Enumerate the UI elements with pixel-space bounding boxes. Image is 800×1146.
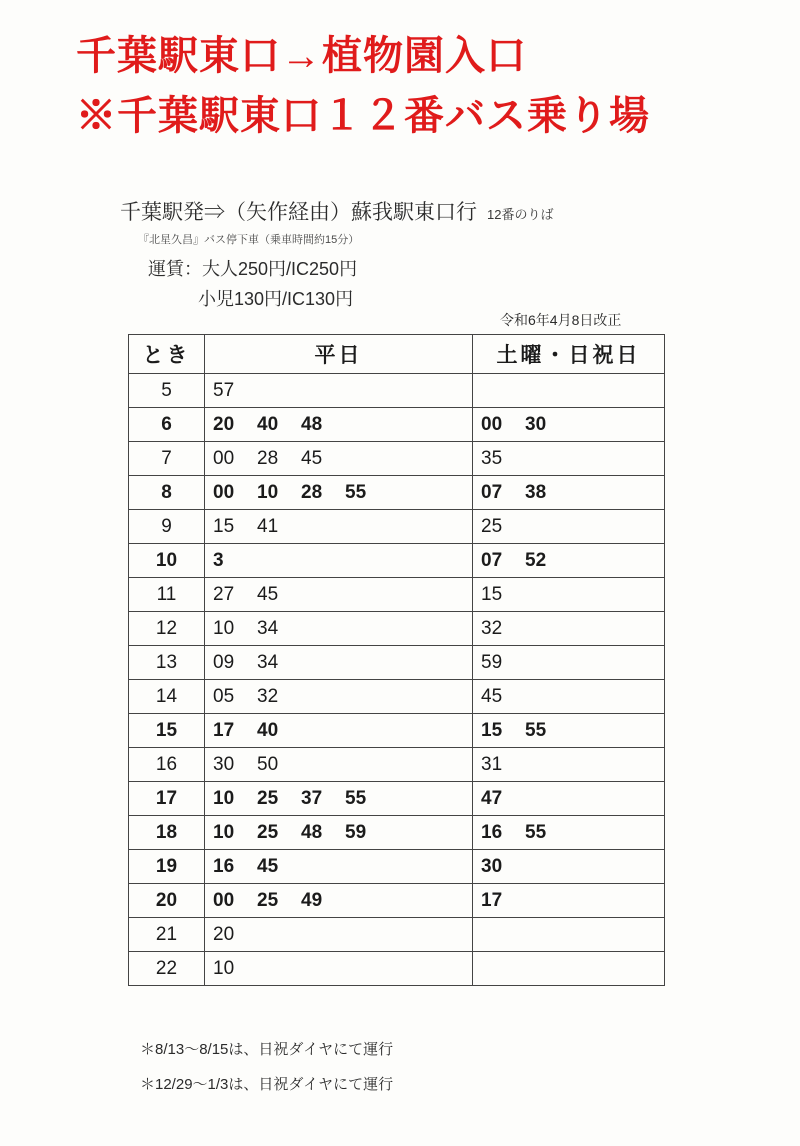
cell-holiday-times <box>473 408 665 442</box>
table-row <box>129 476 665 510</box>
cell-weekday-times <box>205 476 473 510</box>
time-value: 25 <box>481 515 503 537</box>
revision-date: 令和6年4月8日改正 <box>500 312 622 328</box>
cell-hour: 18 <box>129 816 205 850</box>
cell-weekday-times <box>205 646 473 680</box>
time-value: 10 <box>213 787 235 809</box>
time-value: 45 <box>257 855 279 877</box>
time-value: 3 <box>213 549 224 571</box>
cell-weekday-times <box>205 850 473 884</box>
time-value: 28 <box>257 447 279 469</box>
table-row <box>129 952 665 986</box>
table-header-row <box>129 335 665 374</box>
cell-hour: 15 <box>129 714 205 748</box>
table-row <box>129 816 665 850</box>
cell-holiday-times <box>473 816 665 850</box>
time-value: 32 <box>481 617 503 639</box>
time-value: 10 <box>213 821 235 843</box>
time-value: 34 <box>257 617 279 639</box>
time-value: 09 <box>213 651 235 673</box>
time-value: 45 <box>301 447 323 469</box>
cell-holiday-times <box>473 884 665 918</box>
cell-holiday-times <box>473 612 665 646</box>
table-row <box>129 918 665 952</box>
time-value: 20 <box>213 413 235 435</box>
time-value: 50 <box>257 753 279 775</box>
table-row <box>129 748 665 782</box>
time-value: 00 <box>481 413 503 435</box>
time-value: 28 <box>301 481 323 503</box>
cell-weekday-times <box>205 442 473 476</box>
cell-weekday-times <box>205 748 473 782</box>
cell-holiday-times <box>473 680 665 714</box>
table-row <box>129 510 665 544</box>
table-row <box>129 884 665 918</box>
noriba-label: 12番のりば <box>487 207 554 222</box>
table-row <box>129 544 665 578</box>
time-value: 52 <box>525 549 547 571</box>
cell-holiday-times <box>473 646 665 680</box>
cell-hour: 22 <box>129 952 205 986</box>
time-value: 16 <box>481 821 503 843</box>
time-value: 45 <box>481 685 503 707</box>
time-value: 55 <box>345 481 367 503</box>
cell-weekday-times <box>205 374 473 408</box>
cell-weekday-times <box>205 408 473 442</box>
time-value: 32 <box>257 685 279 707</box>
column-header-weekday: 平日 <box>205 335 473 374</box>
cell-holiday-times <box>473 782 665 816</box>
cell-weekday-times <box>205 680 473 714</box>
table-row <box>129 714 665 748</box>
table-row <box>129 374 665 408</box>
headline-line-2: ※千葉駅東口１２番バス乗り場 <box>76 94 650 138</box>
footnote-2: ＊12/29～1/3は、日祝ダイヤにて運行 <box>140 1076 394 1093</box>
cell-hour: 5 <box>129 374 205 408</box>
route-text: 千葉駅発⇒（矢作経由）蘇我駅東口行 <box>120 201 477 224</box>
time-value: 07 <box>481 481 503 503</box>
time-value: 05 <box>213 685 235 707</box>
table-row <box>129 782 665 816</box>
time-value: 25 <box>257 889 279 911</box>
cell-hour: 6 <box>129 408 205 442</box>
cell-hour: 10 <box>129 544 205 578</box>
cell-weekday-times <box>205 782 473 816</box>
cell-weekday-times <box>205 578 473 612</box>
cell-weekday-times <box>205 510 473 544</box>
time-value: 57 <box>213 379 235 401</box>
time-value: 15 <box>481 583 503 605</box>
cell-holiday-times <box>473 748 665 782</box>
time-value: 30 <box>481 855 503 877</box>
cell-hour: 7 <box>129 442 205 476</box>
footnotes <box>140 1038 393 1108</box>
table-row <box>129 578 665 612</box>
time-value: 25 <box>257 821 279 843</box>
table-row <box>129 612 665 646</box>
cell-holiday-times <box>473 952 665 986</box>
time-value: 10 <box>257 481 279 503</box>
time-value: 40 <box>257 413 279 435</box>
table-row <box>129 680 665 714</box>
cell-hour: 9 <box>129 510 205 544</box>
time-value: 00 <box>213 447 235 469</box>
cell-hour: 16 <box>129 748 205 782</box>
cell-hour: 14 <box>129 680 205 714</box>
cell-weekday-times <box>205 612 473 646</box>
cell-hour: 12 <box>129 612 205 646</box>
time-value: 17 <box>481 889 503 911</box>
time-value: 07 <box>481 549 503 571</box>
time-value: 55 <box>345 787 367 809</box>
timetable <box>128 334 665 986</box>
headline <box>76 30 756 142</box>
time-value: 38 <box>525 481 547 503</box>
time-value: 59 <box>345 821 367 843</box>
table-row <box>129 408 665 442</box>
time-value: 48 <box>301 821 323 843</box>
time-value: 35 <box>481 447 503 469</box>
time-value: 55 <box>525 719 547 741</box>
cell-holiday-times <box>473 850 665 884</box>
cell-hour: 21 <box>129 918 205 952</box>
time-value: 48 <box>301 413 323 435</box>
time-value: 41 <box>257 515 279 537</box>
cell-holiday-times <box>473 544 665 578</box>
fare-child: 小児130円/IC130円 <box>198 289 354 309</box>
cell-hour: 20 <box>129 884 205 918</box>
time-value: 49 <box>301 889 323 911</box>
table-row <box>129 442 665 476</box>
time-value: 30 <box>525 413 547 435</box>
table-row <box>129 646 665 680</box>
time-value: 00 <box>213 889 235 911</box>
time-value: 55 <box>525 821 547 843</box>
time-value: 20 <box>213 923 235 945</box>
headline-line-1: 千葉駅東口→植物園入口 <box>76 34 527 78</box>
cell-holiday-times <box>473 918 665 952</box>
time-value: 34 <box>257 651 279 673</box>
cell-hour: 13 <box>129 646 205 680</box>
fare-adult: 運賃：大人250円/IC250円 <box>148 259 358 279</box>
column-header-hour: とき <box>129 335 205 374</box>
stop-note: 『北星久昌』バス停下車（乗車時間約15分） <box>138 234 360 246</box>
cell-weekday-times <box>205 714 473 748</box>
cell-weekday-times <box>205 918 473 952</box>
time-value: 10 <box>213 617 235 639</box>
time-value: 16 <box>213 855 235 877</box>
time-value: 15 <box>213 515 235 537</box>
subheader <box>120 196 680 311</box>
column-header-holiday: 土曜・日祝日 <box>473 335 665 374</box>
time-value: 59 <box>481 651 503 673</box>
cell-holiday-times <box>473 714 665 748</box>
time-value: 30 <box>213 753 235 775</box>
cell-hour: 17 <box>129 782 205 816</box>
time-value: 10 <box>213 957 235 979</box>
cell-hour: 11 <box>129 578 205 612</box>
cell-weekday-times <box>205 884 473 918</box>
time-value: 17 <box>213 719 235 741</box>
cell-weekday-times <box>205 816 473 850</box>
time-value: 37 <box>301 787 323 809</box>
time-value: 45 <box>257 583 279 605</box>
timetable-wrapper <box>128 334 664 986</box>
cell-holiday-times <box>473 510 665 544</box>
time-value: 27 <box>213 583 235 605</box>
timetable-body <box>129 374 665 986</box>
time-value: 40 <box>257 719 279 741</box>
table-row <box>129 850 665 884</box>
cell-hour: 19 <box>129 850 205 884</box>
time-value: 25 <box>257 787 279 809</box>
route-line <box>120 196 680 226</box>
time-value: 15 <box>481 719 503 741</box>
cell-holiday-times <box>473 476 665 510</box>
cell-holiday-times <box>473 578 665 612</box>
footnote-1: ＊8/13～8/15は、日祝ダイヤにて運行 <box>140 1041 394 1058</box>
cell-holiday-times <box>473 374 665 408</box>
time-value: 31 <box>481 753 503 775</box>
cell-weekday-times <box>205 952 473 986</box>
cell-holiday-times <box>473 442 665 476</box>
time-value: 47 <box>481 787 503 809</box>
cell-weekday-times <box>205 544 473 578</box>
cell-hour: 8 <box>129 476 205 510</box>
time-value: 00 <box>213 481 235 503</box>
